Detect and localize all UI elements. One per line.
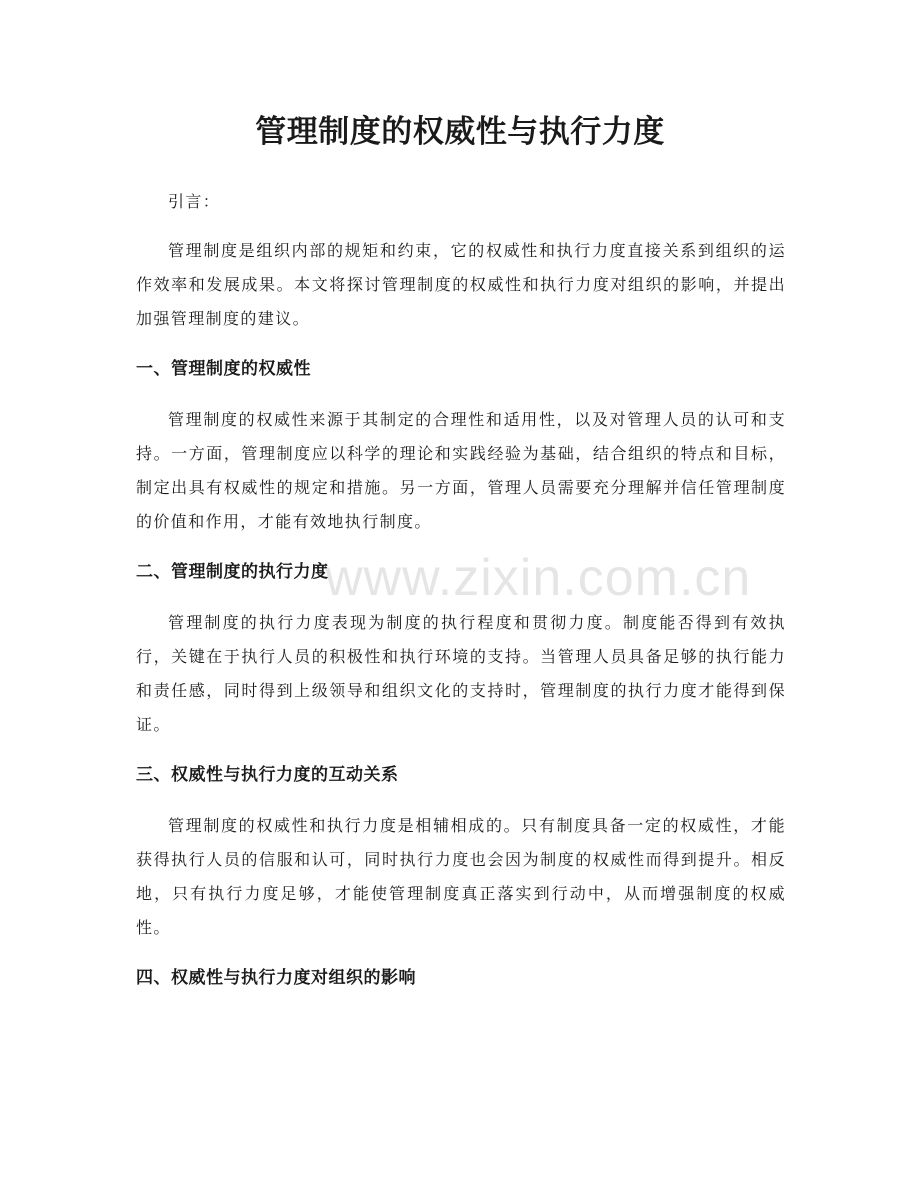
section-heading: 二、管理制度的执行力度 <box>136 562 329 582</box>
section-paragraph: 管理制度的执行力度表现为制度的执行程度和贯彻力度。制度能否得到有效执行，关键在于执行人员的积极性和执行环境的支持。当管理人员具备足够的执行能力和责任感，同时得到上级领导和组织文化的支持时，管理制度的执行力度才能得到保证。 <box>136 613 786 734</box>
section-heading: 三、权威性与执行力度的互动关系 <box>136 765 399 785</box>
section-paragraph: 管理制度的权威性和执行力度是相辅相成的。只有制度具备一定的权威性，才能获得执行人员的信服和认可，同时执行力度也会因为制度的权威性而得到提升。相反地，只有执行力度足够，才能使管理制度真正落实到行动中，从而增强制度的权威性。 <box>136 816 786 937</box>
section-heading: 一、管理制度的权威性 <box>136 359 311 379</box>
intro-label: 引言： <box>168 192 221 211</box>
intro-paragraph: 管理制度是组织内部的规矩和约束，它的权威性和执行力度直接关系到组织的运作效率和发展成果。本文将探讨管理制度的权威性和执行力度对组织的影响，并提出加强管理制度的建议。 <box>136 241 786 328</box>
watermark: www.zixin.com.cn <box>325 549 752 607</box>
section-paragraph: 管理制度的权威性来源于其制定的合理性和适用性，以及对管理人员的认可和支持。一方面，管理制度应以科学的理论和实践经验为基础，结合组织的特点和目标，制定出具有权威性的规定和措施。另一方面，管理人员需要充分理解并信任管理制度的价值和作用，才能有效地执行制度。 <box>136 410 786 531</box>
document-body <box>136 185 786 1012</box>
document-title: 管理制度的权威性与执行力度 <box>255 114 665 150</box>
section-heading: 四、权威性与执行力度对组织的影响 <box>136 968 416 988</box>
